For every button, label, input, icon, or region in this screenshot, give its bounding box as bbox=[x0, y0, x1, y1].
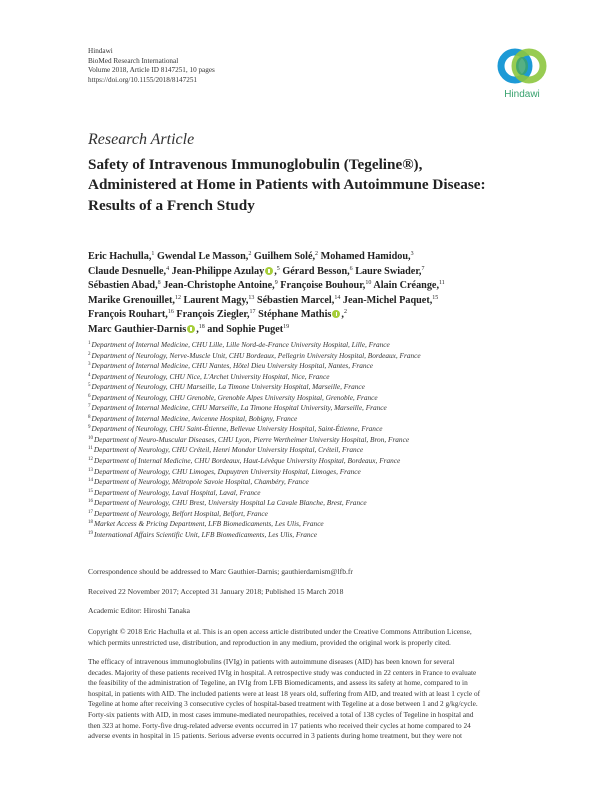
author-name[interactable]: Laurent Magy, bbox=[180, 294, 249, 306]
logo-text: Hindawi bbox=[504, 89, 540, 100]
affiliation-number: 6 bbox=[88, 393, 91, 399]
author-affiliation-number: 15 bbox=[432, 294, 439, 301]
affiliation-number: 9 bbox=[88, 425, 91, 431]
author-affiliation-number: 16 bbox=[167, 309, 174, 316]
author-affiliation-number: 2 bbox=[315, 251, 319, 257]
author-name[interactable]: Eric Hachulla, bbox=[88, 251, 152, 262]
orcid-icon[interactable] bbox=[187, 325, 195, 333]
author-name[interactable]: Marike Grenouillet, bbox=[88, 294, 175, 306]
author-affiliation-number: 18 bbox=[198, 323, 205, 330]
affiliation-number: 8 bbox=[88, 414, 91, 420]
author-name[interactable]: Stéphane Mathis bbox=[255, 309, 332, 321]
author-line: Marc Gauthier-Darnis ,$^{18}$ and Sophie Puget$^{19}$ bbox=[88, 323, 290, 335]
author-name[interactable]: Jean-Philippe Azulay bbox=[169, 265, 265, 277]
affiliation-list bbox=[88, 340, 558, 540]
author-affiliation-number: 1 bbox=[151, 251, 155, 257]
author-name[interactable]: Claude Desnuelle, bbox=[88, 265, 167, 277]
author-line bbox=[88, 294, 558, 309]
author-affiliation-number: 12 bbox=[174, 294, 181, 301]
author-name[interactable]: Gwendal Le Masson, bbox=[154, 251, 249, 262]
affiliation-number: 11 bbox=[88, 446, 93, 452]
author-affiliation-number: 10 bbox=[365, 280, 372, 287]
affiliation-number: 17 bbox=[88, 509, 93, 515]
author-affiliation-number: 2 bbox=[248, 251, 252, 257]
author-affiliation-number: 19 bbox=[283, 323, 290, 330]
journal-meta bbox=[88, 47, 215, 85]
copyright-notice bbox=[88, 627, 558, 648]
affiliation-item bbox=[88, 498, 558, 509]
affiliation-text: Department of Neurology, CHU Créteil, Henri Mondor University Hospital, Créteil, France bbox=[93, 445, 364, 455]
affiliation-number: 16 bbox=[88, 499, 93, 505]
affiliation-text: Department of Neuro-Muscular Diseases, CHU Lyon, Pierre Wertheimer University Hospital, Bron, France bbox=[94, 434, 410, 444]
affiliation-number: 15 bbox=[88, 488, 93, 494]
affiliation-item bbox=[88, 424, 558, 435]
author-name[interactable]: François Rouhart, bbox=[88, 309, 168, 321]
abstract-line: The efficacy of intravenous immunoglobulins (IVIg) in patients with autoimmune diseases (AID) has been known for several bbox=[88, 657, 455, 666]
abstract bbox=[88, 657, 558, 742]
abstract-line: hospital, in patients with AID. The included patients were at least 18 years old, suffering from AID, and treated with at least 1 cycle of bbox=[88, 688, 481, 698]
journal-name: BioMed Research International bbox=[88, 56, 179, 65]
affiliation-text: Department of Neurology, CHU Brest, University Hospital La Cavale Blanche, Brest, France bbox=[94, 498, 367, 508]
author-name[interactable]: and Sophie Puget bbox=[204, 323, 284, 335]
hindawi-logo-icon bbox=[494, 44, 550, 88]
affiliation-text: Department of Neurology, CHU Limoges, Dupuytren University Hospital, Limoges, France bbox=[94, 466, 361, 476]
copyright-line: Copyright © 2018 Eric Hachulla et al. This is an open access article distributed under the Creative Commons Attribution License, bbox=[88, 627, 472, 636]
affiliation-text: Market Access & Pricing Department, LFB Biomedicaments, Les Ulis, France bbox=[94, 519, 324, 529]
title-line: Safety of Intravenous Immunoglobulin (Tegeline®), bbox=[88, 156, 423, 173]
affiliation-number: 13 bbox=[88, 467, 93, 473]
affiliation-item bbox=[88, 445, 558, 456]
author-name[interactable]: François Ziegler, bbox=[173, 309, 250, 321]
author-name[interactable]: Françoise Bouhour, bbox=[277, 280, 366, 292]
title-line: Administered at Home in Patients with Autoimmune Disease: bbox=[88, 176, 486, 194]
author-affiliation-number: 11 bbox=[439, 280, 445, 287]
affiliation-text: Department of Internal Medicine, CHU Lille, Lille Nord-de-France University Hospital, Lille, France bbox=[91, 340, 390, 349]
author-affiliation-number: 8 bbox=[157, 280, 161, 287]
affiliation-item bbox=[88, 361, 558, 372]
article-title bbox=[88, 155, 558, 216]
affiliation-item bbox=[88, 382, 558, 393]
affiliation-item bbox=[88, 509, 558, 520]
orcid-icon[interactable] bbox=[265, 267, 273, 275]
author-affiliation-number: 2 bbox=[343, 309, 347, 316]
volume-info: Volume 2018, Article ID 8147251, 10 pages bbox=[88, 66, 215, 75]
author-name[interactable]: Gérard Besson, bbox=[279, 265, 350, 277]
author-affiliation-number: 4 bbox=[166, 265, 170, 272]
author-affiliation-number: 17 bbox=[249, 309, 256, 316]
affiliation-item bbox=[88, 477, 558, 488]
affiliation-number: 4 bbox=[88, 372, 91, 378]
affiliation-item bbox=[88, 488, 558, 499]
affiliation-item bbox=[88, 340, 558, 351]
affiliation-item bbox=[88, 372, 558, 383]
publisher-name: Hindawi bbox=[88, 47, 113, 55]
author-name[interactable]: Sébastien Abad, bbox=[88, 280, 158, 292]
author-name[interactable]: Guilhem Solé, bbox=[251, 251, 316, 262]
affiliation-number: 7 bbox=[88, 404, 91, 410]
affiliation-item bbox=[88, 519, 558, 530]
affiliation-item bbox=[88, 393, 558, 404]
abstract-line: adverse events in hospital in 15 patients. Serious adverse events occurred in 3 patients during home treatment, but they were not bbox=[88, 731, 463, 741]
affiliation-number: 18 bbox=[88, 520, 93, 526]
affiliation-item bbox=[88, 530, 558, 541]
affiliation-text: Department of Neurology, CHU Marseille, La Timone University Hospital, Marseille, France bbox=[91, 382, 365, 392]
abstract-line: the feasibility of the administration of Tegeline, an IVIg from LFB Biomedicaments, and assess its safety at home, compared to in bbox=[88, 678, 468, 688]
affiliation-item bbox=[88, 403, 558, 414]
affiliation-text: Department of Internal Medicine, CHU Bordeaux, Haut-Lévêque University Hospital, Bordeaux, France bbox=[94, 456, 401, 466]
author-name[interactable]: Mohamed Hamidou, bbox=[318, 251, 411, 262]
author-affiliation-number: 7 bbox=[421, 265, 425, 272]
author-name[interactable]: Jean-Michel Paquet, bbox=[340, 294, 433, 306]
article-type: Research Article bbox=[88, 131, 195, 148]
abstract-line: Forty-six patients with AID, in most cases immune-mediated neuropathies, received a total of 138 cycles of Tegeline in hospital and bbox=[88, 709, 474, 719]
article-dates: Received 22 November 2017; Accepted 31 January 2018; Published 15 March 2018 bbox=[88, 587, 344, 596]
doi-link[interactable]: https://doi.org/10.1155/2018/8147251 bbox=[88, 75, 198, 84]
affiliation-number: 10 bbox=[88, 435, 93, 441]
copyright-line: which permits unrestricted use, distribution, and reproduction in any medium, provided the original work is properly cited. bbox=[88, 637, 451, 647]
affiliation-number: 19 bbox=[88, 530, 93, 536]
affiliation-text: Department of Neurology, CHU Saint-Étienne, Bellevue University Hospital, Saint-Étienne, France bbox=[91, 424, 383, 434]
affiliation-text: Department of Neurology, CHU Nice, L'Archet University Hospital, Nice, France bbox=[91, 371, 330, 381]
affiliation-number: 1 bbox=[88, 341, 91, 346]
author-line bbox=[88, 279, 558, 294]
affiliation-number: 14 bbox=[88, 478, 93, 484]
affiliation-item bbox=[88, 414, 558, 425]
orcid-icon[interactable] bbox=[332, 310, 340, 318]
affiliation-text: Department of Internal Medicine, CHU Marseille, La Timone Hospital University, Marseille, France bbox=[91, 403, 387, 413]
author-name[interactable]: Laure Swiader, bbox=[352, 265, 422, 277]
hindawi-logo bbox=[494, 44, 550, 106]
author-name[interactable]: Alain Créange, bbox=[371, 280, 439, 292]
author-line: Claude Desnuelle,$^4$ Jean-Philippe Azulay ,$^5$ Gérard Besson,$^6$ Laure Swiader,$^7$ bbox=[88, 265, 425, 277]
affiliation-number: 12 bbox=[88, 457, 93, 463]
affiliation-item bbox=[88, 456, 558, 467]
author-name[interactable]: Sébastien Marcel, bbox=[254, 294, 335, 306]
author-affiliation-number: 6 bbox=[349, 265, 353, 272]
author-name[interactable]: Marc Gauthier-Darnis bbox=[88, 323, 187, 335]
academic-editor: Academic Editor: Hiroshi Tanaka bbox=[88, 606, 191, 615]
affiliation-item bbox=[88, 467, 558, 478]
abstract-line: Tegeline at home after receiving 3 consecutive cycles of hospital-based treatment with Tegeline at a dose between 1 and 2 g/kg/cycle. bbox=[88, 699, 478, 709]
affiliation-number: 2 bbox=[88, 351, 91, 357]
author-affiliation-number: 14 bbox=[334, 294, 341, 301]
affiliation-number: 5 bbox=[88, 383, 91, 389]
author-affiliation-number: 3 bbox=[410, 251, 414, 257]
affiliation-item bbox=[88, 435, 558, 446]
author-list bbox=[88, 250, 558, 338]
affiliation-text: Department of Internal Medicine, Avicenne Hospital, Bobigny, France bbox=[91, 413, 298, 423]
affiliation-item bbox=[88, 351, 558, 362]
affiliation-text: Department of Neurology, Métropole Savoie Hospital, Chambéry, France bbox=[94, 477, 309, 487]
affiliation-text: Department of Internal Medicine, CHU Nantes, Hôtel Dieu University Hospital, Nantes, France bbox=[91, 361, 373, 371]
author-affiliation-number: 9 bbox=[274, 280, 278, 287]
affiliation-text: International Affairs Scientific Unit, LFB Biomedicaments, Les Ulis, France bbox=[94, 529, 318, 539]
author-affiliation-number: 13 bbox=[248, 294, 255, 301]
affiliation-text: Department of Neurology, CHU Grenoble, Grenoble Alpes University Hospital, Grenoble, France bbox=[91, 392, 378, 402]
affiliation-number: 3 bbox=[88, 362, 91, 368]
affiliation-text: Department of Neurology, Nerve-Muscle Unit, CHU Bordeaux, Pellegrin University Hospital, Bordeaux, France bbox=[91, 350, 421, 360]
abstract-line: decades. Majority of these patients received IVIg in hospital. A retrospective study was conducted in 22 centers in France to evaluate bbox=[88, 667, 477, 677]
author-line: François Rouhart,$^{16}$ François Ziegler,$^{17}$ Stéphane Mathis ,$^2$ bbox=[88, 309, 347, 321]
title-line: Results of a French Study bbox=[88, 196, 255, 214]
correspondence: Correspondence should be addressed to Marc Gauthier-Darnis; gauthierdarnism@lfb.fr bbox=[88, 567, 353, 576]
author-affiliation-number: 5 bbox=[276, 265, 280, 272]
abstract-line: then 323 at home. Forty-five drug-related adverse events occurred in 17 patients who received their cycles at home compared to 24 bbox=[88, 720, 471, 730]
author-line bbox=[88, 250, 558, 265]
author-name[interactable]: Jean-Christophe Antoine, bbox=[160, 280, 275, 292]
affiliation-text: Department of Neurology, Laval Hospital, Laval, France bbox=[94, 487, 261, 497]
affiliation-text: Department of Neurology, Belfort Hospital, Belfort, France bbox=[94, 508, 268, 518]
